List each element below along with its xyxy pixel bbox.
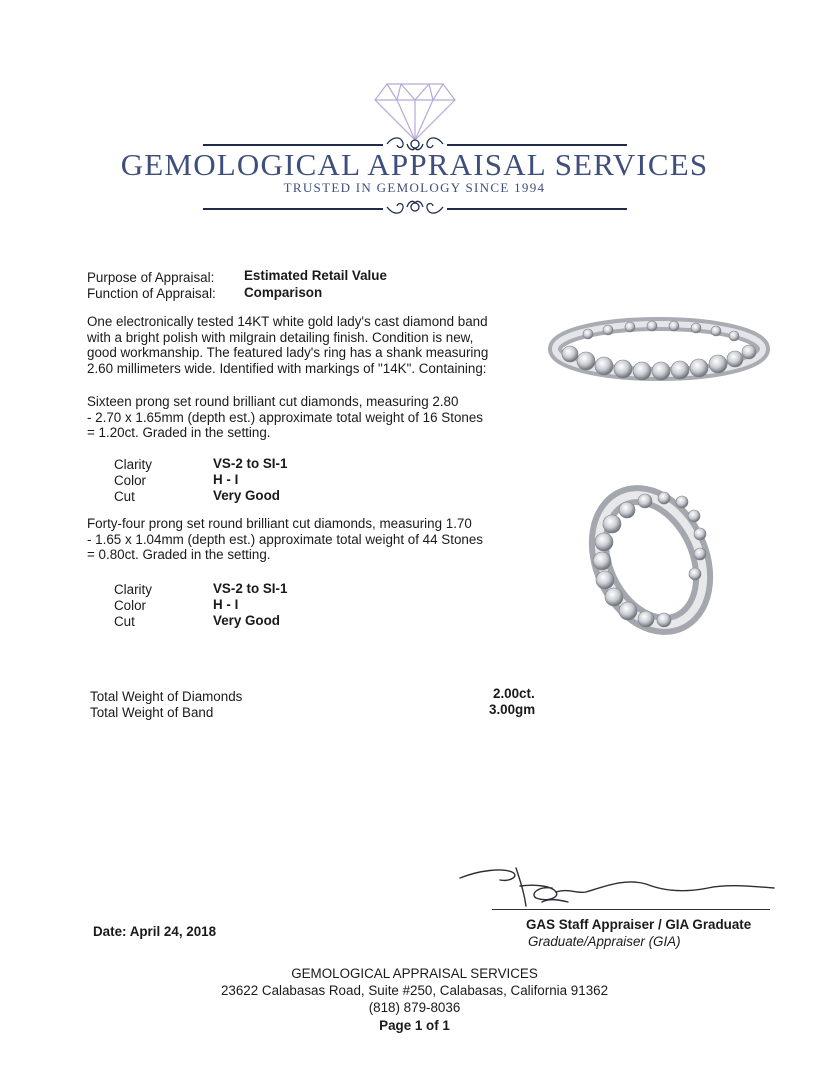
footer-page-number: Page 1 of 1 <box>379 1018 450 1033</box>
footer-company: GEMOLOGICAL APPRAISAL SERVICES <box>291 966 538 981</box>
grade-value-clarity: VS-2 to SI-1 <box>213 581 288 596</box>
scroll-ornament-icon <box>383 197 447 217</box>
stone-description-line: Forty-four prong set round brilliant cut diamonds, measuring 1.70 <box>87 516 472 531</box>
description-line: with a bright polish with milgrain detailing finish. Condition is new, <box>87 329 474 345</box>
purpose-label: Purpose of Appraisal: <box>87 270 215 285</box>
company-logo-tagline: TRUSTED IN GEMOLOGY SINCE 1994 <box>283 180 546 195</box>
function-label: Function of Appraisal: <box>87 286 216 301</box>
header-rule-top-right <box>447 144 627 146</box>
description-line: 2.60 millimeters wide. Identified with markings of "14K". Containing: <box>87 360 487 376</box>
stone-group-1-description <box>87 394 507 441</box>
grade-value-cut: Very Good <box>213 613 280 628</box>
footer-address: 23622 Calabasas Road, Suite #250, Calabasas, California 91362 <box>220 983 609 998</box>
grade-value-color: H - I <box>213 472 239 487</box>
grade-label-color: Color <box>114 473 146 488</box>
stone-description-line: - 1.65 x 1.04mm (depth est.) approximate total weight of 44 Stones <box>87 531 483 547</box>
appraiser-title: GAS Staff Appraiser / GIA Graduate <box>526 917 752 932</box>
header-rule-bottom-right <box>447 208 627 210</box>
grade-label-color: Color <box>114 598 146 613</box>
total-band-weight-value: 3.00gm <box>489 702 536 717</box>
appraiser-signature <box>456 862 782 914</box>
stone-description-line: - 2.70 x 1.65mm (depth est.) approximate total weight of 16 Stones <box>87 409 483 425</box>
grade-value-cut: Very Good <box>213 488 280 503</box>
ring-photo-angled-view <box>572 484 730 636</box>
company-logo-title: GEMOLOGICAL APPRAISAL SERVICES <box>120 147 709 182</box>
footer-phone: (818) 879-8036 <box>368 1000 461 1015</box>
total-diamond-weight-value: 2.00ct. <box>493 686 535 701</box>
function-value: Comparison <box>244 285 323 300</box>
appraiser-subtitle: Graduate/Appraiser (GIA) <box>528 934 681 949</box>
total-diamond-weight-label: Total Weight of Diamonds <box>90 689 243 704</box>
grade-value-color: H - I <box>213 597 239 612</box>
diamond-icon <box>373 80 457 142</box>
total-band-weight-label: Total Weight of Band <box>90 705 214 720</box>
company-logo <box>0 0 829 215</box>
grade-label-clarity: Clarity <box>114 582 152 597</box>
stone-group-2-description <box>87 516 507 563</box>
grade-label-clarity: Clarity <box>114 457 152 472</box>
header-rule-bottom-left <box>203 208 383 210</box>
grade-label-cut: Cut <box>114 614 135 629</box>
header-rule-top-left <box>203 144 383 146</box>
ring-photo-side-view <box>548 316 770 386</box>
grade-label-cut: Cut <box>114 489 135 504</box>
stone-description-line: = 1.20ct. Graded in the setting. <box>87 425 271 441</box>
signature-line <box>492 909 770 910</box>
stone-description-line: = 0.80ct. Graded in the setting. <box>87 547 271 563</box>
item-description <box>87 314 507 376</box>
description-line: One electronically tested 14KT white gold lady's cast diamond band <box>87 314 488 329</box>
grade-value-clarity: VS-2 to SI-1 <box>213 456 288 471</box>
purpose-value: Estimated Retail Value <box>244 268 387 283</box>
appraisal-date: Date: April 24, 2018 <box>93 924 217 939</box>
description-line: good workmanship. The featured lady's ring has a shank measuring <box>87 345 489 361</box>
stone-description-line: Sixteen prong set round brilliant cut diamonds, measuring 2.80 <box>87 394 459 409</box>
